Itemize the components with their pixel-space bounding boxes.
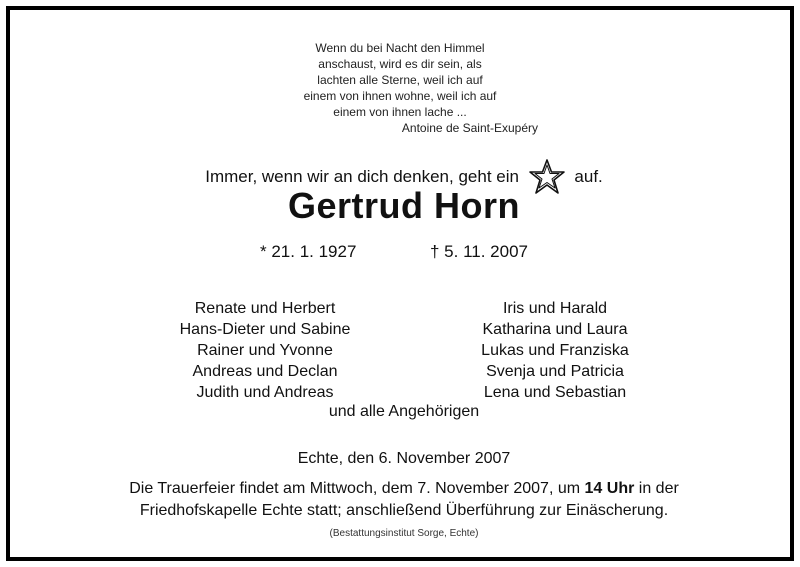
- place-and-date: Echte, den 6. November 2007: [297, 450, 511, 467]
- funeral-text-before: Die Trauerfeier findet am Mittwoch, dem 7. November 2007, um: [129, 480, 581, 497]
- family-entry: Hans-Dieter und Sabine: [179, 321, 351, 338]
- family-entry: Rainer und Yvonne: [197, 342, 333, 359]
- birth-date: * 21. 1. 1927: [260, 242, 357, 261]
- funeral-time: 14 Uhr: [584, 480, 635, 497]
- poem-author: Antoine de Saint-Exupéry: [401, 121, 538, 135]
- funeral-notice: [70, 478, 738, 522]
- family-entry: Katharina und Laura: [482, 321, 628, 338]
- obituary-frame: [6, 6, 794, 561]
- poem-line: einem von ihnen wohne, weil ich auf: [303, 89, 497, 103]
- family-list-right: [435, 298, 675, 403]
- family-list-left: [140, 298, 390, 403]
- lead-text-before: Immer, wenn wir an dich denken, geht ein: [205, 167, 519, 186]
- lead-text-after: auf.: [574, 167, 603, 186]
- poem-line: Wenn du bei Nacht den Himmel: [315, 41, 485, 55]
- family-entry: Judith und Andreas: [196, 384, 334, 401]
- family-entry: Iris und Harald: [502, 300, 608, 317]
- death-date: † 5. 11. 2007: [430, 242, 528, 261]
- poem-line: anschaust, wird es dir sein, als: [318, 57, 482, 71]
- other-relatives: und alle Angehörigen: [328, 403, 480, 420]
- poem-line: lachten alle Sterne, weil ich auf: [317, 73, 483, 87]
- family-entry: Lena und Sebastian: [483, 384, 627, 401]
- deceased-name: Gertrud Horn: [287, 185, 520, 226]
- family-entry: Renate und Herbert: [194, 300, 336, 317]
- poem-line: einem von ihnen lache ...: [333, 105, 467, 119]
- family-entry: Andreas und Declan: [192, 363, 338, 380]
- family-entry: Svenja und Patricia: [486, 363, 624, 380]
- funeral-text-after: in der Friedhofskapelle Echte statt; anschließend Überführung zur Einäscherung.: [139, 480, 679, 519]
- family-entry: Lukas und Franziska: [481, 342, 629, 359]
- poem-quote: [260, 40, 540, 136]
- undertaker-credit: (Bestattungsinstitut Sorge, Echte): [329, 528, 479, 539]
